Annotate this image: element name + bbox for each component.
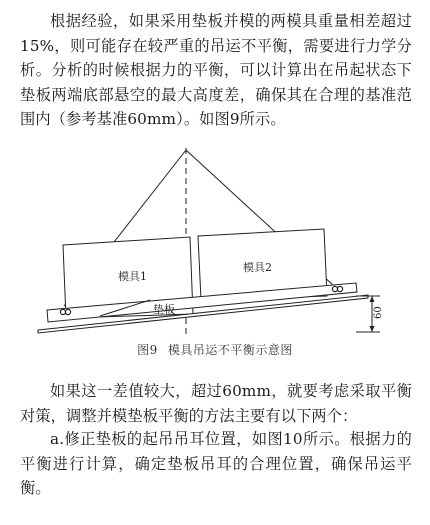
unbalanced-lifting-diagram	[0, 146, 430, 346]
figure-caption	[0, 341, 430, 358]
caption-number: 图9	[137, 343, 158, 357]
figure-9	[0, 146, 430, 346]
dimension-label: 60	[373, 306, 384, 319]
dimension-arrow-top	[370, 296, 375, 302]
caption-title: 模具吊运不平衡示意图	[167, 343, 293, 357]
paragraph-method-a: a.修正垫板的起吊吊耳位置，如图10所示。根据力的平衡进行计算，确定垫板吊耳的合理位置，确保吊运平衡。	[20, 430, 412, 498]
plate-label: 垫板	[153, 303, 175, 316]
paragraph-intro: 根据经验，如果采用垫板并模的两模具重量相差超过15%，则可能存在较严重的吊运不平衡，需要进行力学分析。分析的时候根据力的平衡，可以计算出在吊起状态下垫板两端底部悬空的最大高度差，确保其在合理的基准范围内（参考基准60mm）。如图9所示。	[20, 12, 412, 129]
mold-1-label: 模具1	[118, 270, 147, 283]
mold-2-label: 模具2	[243, 261, 272, 274]
paragraph-threshold: 如果这一差值较大，超过60mm，就要考虑采取平衡对策，调整并模垫板平衡的方法主要有以下两个：	[20, 382, 412, 425]
dimension-arrow-bottom	[370, 326, 375, 332]
